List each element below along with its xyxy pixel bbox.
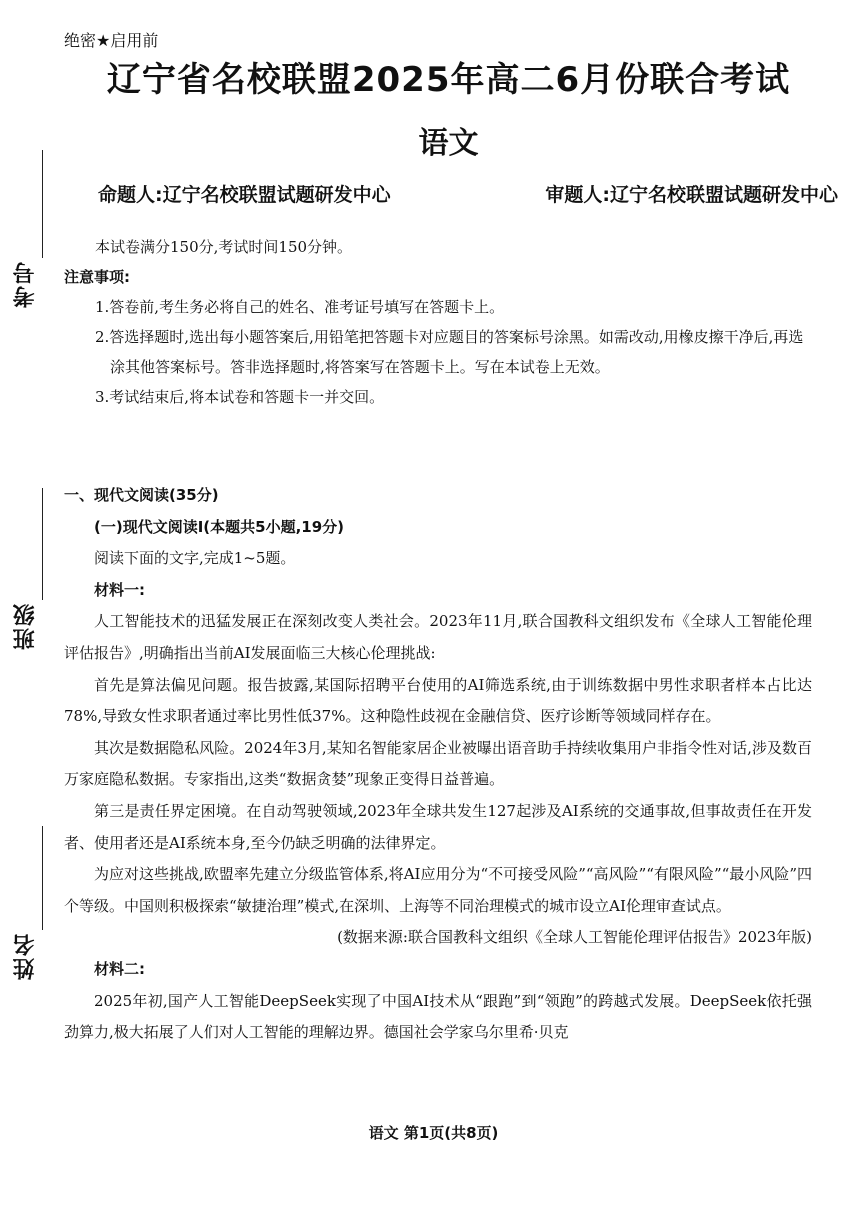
material-1-paragraph: 人工智能技术的迅猛发展正在深刻改变人类社会。2023年11月,联合国教科文组织发布《全球人工智能伦理评估报告》,明确指出当前AI发展面临三大核心伦理挑战: bbox=[64, 612, 812, 662]
material-1-paragraph: 其次是数据隐私风险。2024年3月,某知名智能家居企业被曝出语音助手持续收集用户非指令性对话,涉及数百万家庭隐私数据。专家指出,这类“数据贪婪”现象正变得日益普遍。 bbox=[64, 738, 812, 789]
material-1-paragraph: 首先是算法偏见问题。报告披露,某国际招聘平台使用的AI筛选系统,由于训练数据中男性求职者样本占比达78%,导致女性求职者通过率比男性低37%。这种隐性歧视在金融信贷、医疗诊断等领域同样存在。 bbox=[64, 675, 812, 726]
secret-mark: 绝密★启用前 bbox=[64, 31, 159, 50]
notes-heading: 注意事项: bbox=[64, 268, 130, 286]
subject-title: 语文 bbox=[418, 126, 479, 161]
exam-title: 辽宁省名校联盟2025年高二6月份联合考试 bbox=[106, 60, 791, 100]
material-2-paragraph: 2025年初,国产人工智能DeepSeek实现了中国AI技术从“跟跑”到“领跑”的跨越式发展。DeepSeek依托强劲算力,极大拓展了人们对人工智能的理解边界。德国社会学家乌尔里希·贝克 bbox=[64, 991, 812, 1042]
instructions bbox=[64, 232, 810, 412]
name-label: 姓名 bbox=[13, 932, 38, 980]
class-line bbox=[42, 488, 43, 600]
material-1-paragraph: 第三是责任界定困境。在自动驾驶领域,2023年全球共发生127起涉及AI系统的交通事故,但事故责任在开发者、使用者还是AI系统本身,至今仍缺乏明确的法律界定。 bbox=[64, 801, 812, 852]
material-1-label: 材料一: bbox=[94, 580, 145, 599]
exam-number-line bbox=[42, 150, 43, 258]
page-footer: 语文 第1页(共8页) bbox=[368, 1124, 499, 1142]
material-1-source: (数据来源:联合国教科文组织《全球人工智能伦理评估报告》2023年版) bbox=[337, 928, 812, 947]
material-2-label: 材料二: bbox=[94, 959, 145, 978]
name-line bbox=[42, 826, 43, 930]
authors-line bbox=[98, 180, 838, 207]
exam-number-label: 考号 bbox=[13, 260, 38, 308]
reading-section bbox=[64, 480, 812, 1049]
setter-text: 命题人:辽宁名校联盟试题研发中心 bbox=[98, 184, 391, 206]
note-item-3: 3.考试结束后,将本试卷和答题卡一并交回。 bbox=[95, 388, 385, 406]
class-label: 班级 bbox=[13, 602, 38, 650]
section-title: 一、现代文阅读(35分) bbox=[64, 486, 219, 504]
class-field bbox=[10, 488, 46, 668]
subsection-title: (一)现代文阅读Ⅰ(本题共5小题,19分) bbox=[94, 517, 345, 536]
binding-margin bbox=[0, 0, 60, 1227]
name-field bbox=[10, 826, 46, 996]
note-item-2: 2.答选择题时,选出每小题答案后,用铅笔把答题卡对应题目的答案标号涂黑。如需改动,用橡皮擦干净后,再选涂其他答案标号。答非选择题时,将答案写在答题卡上。写在本试卷上无效。 bbox=[95, 328, 804, 376]
exam-intro: 本试卷满分150分,考试时间150分钟。 bbox=[95, 238, 353, 256]
reading-direction: 阅读下面的文字,完成1~5题。 bbox=[94, 549, 296, 568]
note-item-1: 1.答卷前,考生务必将自己的姓名、准考证号填写在答题卡上。 bbox=[95, 298, 505, 316]
reviewer-text: 审题人:辽宁名校联盟试题研发中心 bbox=[545, 184, 838, 206]
exam-number-field bbox=[10, 150, 46, 320]
material-1-paragraph: 为应对这些挑战,欧盟率先建立分级监管体系,将AI应用分为“不可接受风险”“高风险”“有限风险”“最小风险”四个等级。中国则积极探索“敏捷治理”模式,在深圳、上海等不同治理模式的城市设立AI伦理审查试点。 bbox=[64, 865, 812, 915]
